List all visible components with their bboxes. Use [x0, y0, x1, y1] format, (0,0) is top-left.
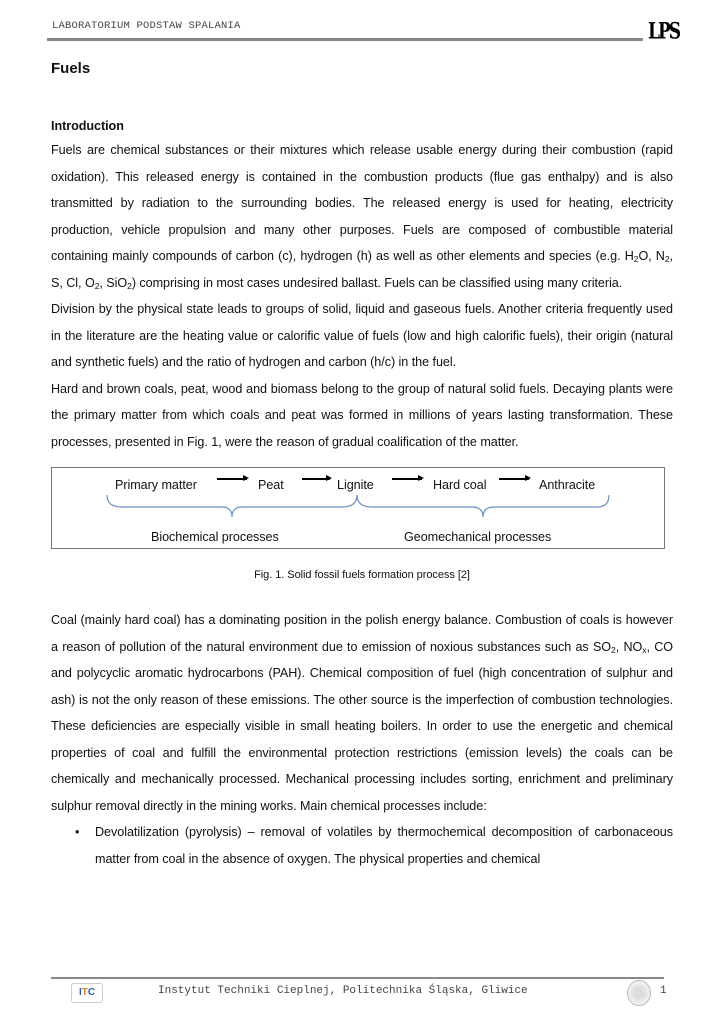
itc-logo: ITC [71, 983, 103, 1003]
text-run: Division by the physical state leads to groups of solid, liquid and gaseous fuels. Another criteria frequently used in the literature are the heating value or calorific value of fuels (low and high calorific fuels), their origin (natural and synthetic fuels) and the ratio of hydrogen and carbon (h/c) in the fuel. [51, 302, 673, 369]
figure-caption: Fig. 1. Solid fossil fuels formation process [2] [254, 569, 470, 581]
brace-biochemical [107, 495, 357, 517]
list-item [51, 819, 673, 872]
text-run: , S, Cl, O [51, 249, 673, 290]
footer-rule [51, 977, 664, 979]
arrow-icon [392, 478, 422, 480]
bullet-icon: • [75, 825, 80, 839]
subscript: 2 [94, 280, 100, 291]
figure-1-diagram [51, 467, 665, 549]
paragraph [51, 376, 673, 456]
footer-institution: Instytut Techniki Cieplnej, Politechnika Śląska, Gliwice [158, 985, 528, 997]
paragraph [51, 296, 673, 376]
arrow-icon [302, 478, 330, 480]
text-run: ) comprising in most cases undesired ballast. Fuels can be classified using many criteria. [131, 275, 623, 290]
text-run: , SiO [99, 275, 128, 290]
stage-anthracite: Anthracite [539, 478, 596, 492]
page-title: Fuels [51, 60, 91, 77]
text-run: Hard and brown coals, peat, wood and biomass belong to the group of natural solid fuels. Decaying plants were the primary matter from which coals and peat was formed in millions of years lasting transformation. These processes, presented in Fig. 1, were the reason of gradual coalification of the matter. [51, 381, 673, 449]
arrow-icon [499, 478, 529, 480]
subscript: x [642, 644, 647, 655]
subscript: 2 [633, 254, 639, 264]
text-run: Coal (mainly hard coal) has a dominating position in the polish energy balance. Combustion of coals is however a reason of pollution of the natural environment due to emission of noxious substances such as SO [51, 613, 673, 654]
text-run: , CO and polycyclic aromatic hydrocarbons (PAH). Chemical composition of fuel (high concentration of sulphur and ash) is not the only reason of these emissions. The other source is the imperfection of combustion technologies. These deficiencies are especially visible in small heating boilers. In order to use the energetic and chemical properties of coal and fulfill the environmental protection restrictions (emission levels) the coals can be chemically and mechanically processed. Mechanical processing includes sorting, enrichment and preliminary sulphur removal directly in the mining works. Main chemical processes include: [51, 639, 673, 813]
stage-primary-matter: Primary matter [115, 478, 197, 492]
paragraph [51, 607, 673, 819]
header-rule [47, 38, 643, 41]
list-item-text: Devolatilization (pyrolysis) – removal of volatiles by thermochemical decomposition of carbonaceous matter from coal in the absence of oxygen. The physical properties and chemical [95, 825, 673, 866]
subscript: 2 [664, 254, 670, 264]
text-run: Fuels are chemical substances or their mixtures which release usable energy during their combustion (rapid oxidation). This released energy is contained in the combustion products (flue gas enthalpy) and is also transmitted by radiation to the surrounding bodies. The released energy is used for heating, electricity production, vehicle propulsion and many other purposes. Fuels are composed of combustible material containing mainly compounds of carbon (c), hydrogen (h) as well as other elements and species (e.g. H [51, 143, 673, 263]
lps-logo: LPS [648, 19, 680, 45]
running-header: LABORATORIUM PODSTAW SPALANIA [52, 20, 241, 32]
subscript: 2 [611, 644, 616, 655]
brace-geomechanical [357, 495, 609, 517]
university-seal-icon [627, 980, 651, 1006]
stage-lignite: Lignite [337, 478, 374, 492]
stage-hard-coal: Hard coal [433, 478, 487, 492]
coal-paragraphs [51, 607, 673, 819]
arrow-icon [217, 478, 247, 480]
label-biochemical-processes: Biochemical processes [151, 530, 279, 544]
text-run: O, N [638, 249, 665, 263]
subscript: 2 [127, 280, 132, 291]
page-number: 1 [660, 985, 667, 997]
intro-paragraphs [51, 137, 673, 455]
label-geomechanical-processes: Geomechanical processes [404, 530, 552, 544]
body-content [51, 115, 673, 872]
stage-peat: Peat [258, 478, 284, 492]
section-heading-introduction: Introduction [51, 119, 124, 133]
text-run: , NO [615, 639, 643, 654]
paragraph [51, 137, 673, 296]
brace-icons [52, 492, 664, 522]
